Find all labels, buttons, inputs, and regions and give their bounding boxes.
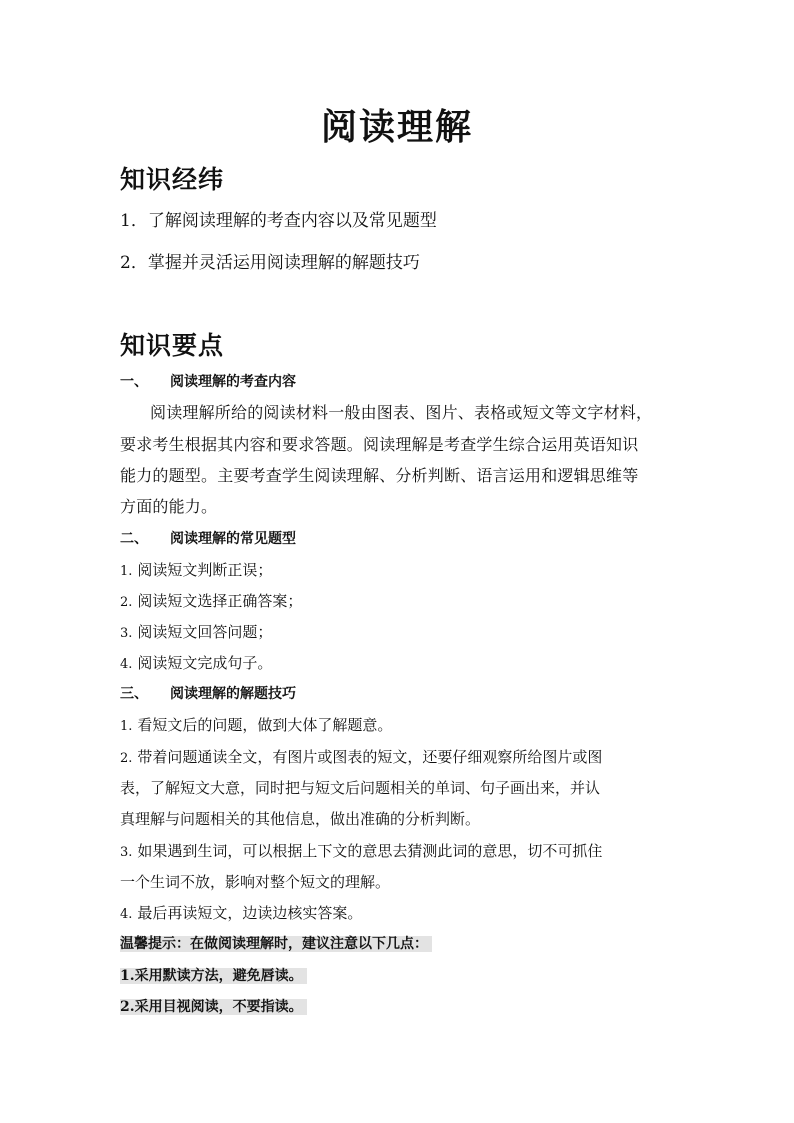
paragraph-line: 方面的能力。: [120, 497, 218, 516]
subheading-number: 三、: [120, 686, 148, 702]
section-heading-key-points: 知识要点: [120, 331, 225, 360]
list-item-text: 表，了解短文大意，同时把与短文后问题相关的单词、句子画出来，并认: [120, 779, 601, 797]
list-item-text: 阅读短文判断正误；: [137, 561, 273, 579]
list-item-number: 2.: [120, 751, 133, 766]
tip-text: 温馨提示：在做阅读理解时，建议注意以下几点：: [120, 936, 432, 952]
list-item-text: 最后再读短文，边读边核实答案。: [137, 904, 363, 922]
technique-line: [120, 840, 602, 864]
subheading-question-types: [120, 528, 296, 550]
subheading-techniques: [120, 683, 296, 705]
technique-line: [120, 714, 392, 738]
list-item-text: 带着问题通读全文，有图片或图表的短文，还要仔细观察所给图片或图: [137, 748, 603, 766]
paragraph-line: 能力的题型。主要考查学生阅读理解、分析判断、语言运用和逻辑思维等: [120, 466, 639, 485]
technique-line: [120, 871, 390, 893]
paragraph-line: 阅读理解所给的阅读材料一般由图表、图片、表格或短文等文字材料，: [150, 403, 653, 422]
objective-item: 1．了解阅读理解的考查内容以及常见题型: [120, 211, 437, 231]
objective-item: 2．掌握并灵活运用阅读理解的解题技巧: [120, 253, 420, 273]
tip-line: [120, 965, 307, 987]
list-item-text: 真理解与问题相关的其他信息，做出准确的分析判断。: [120, 810, 481, 828]
subheading-text: 阅读理解的常见题型: [170, 531, 296, 547]
technique-line: [120, 777, 600, 799]
list-item: [120, 559, 272, 583]
tip-text: 2.采用目视阅读，不要指读。: [120, 999, 307, 1015]
list-item: [120, 590, 302, 614]
list-item-text: 阅读短文选择正确答案；: [137, 592, 303, 610]
technique-line: [120, 902, 362, 926]
list-item-text: 一个生词不放，影响对整个短文的理解。: [120, 873, 391, 891]
subheading-exam-content: [120, 371, 296, 393]
subheading-number: 一、: [120, 374, 148, 390]
tip-line: [120, 933, 432, 955]
list-item: [120, 621, 272, 645]
subheading-text: 阅读理解的解题技巧: [170, 686, 296, 702]
subheading-text: 阅读理解的考查内容: [170, 374, 296, 390]
paragraph-line: 要求考生根据其内容和要求答题。阅读理解是考查学生综合运用英语知识: [120, 435, 639, 454]
list-item-number: 2.: [120, 595, 133, 610]
list-item-number: 3.: [120, 626, 133, 641]
list-item-number: 3.: [120, 845, 133, 860]
list-item-number: 1.: [120, 564, 133, 579]
section-heading-objectives: 知识经纬: [120, 165, 225, 194]
list-item: [120, 652, 272, 676]
list-item-text: 如果遇到生词，可以根据上下文的意思去猜测此词的意思，切不可抓住: [137, 842, 603, 860]
technique-line: [120, 746, 602, 770]
technique-line: [120, 808, 480, 830]
list-item-text: 阅读短文回答问题；: [137, 623, 273, 641]
list-item-text: 看短文后的问题，做到大体了解题意。: [137, 716, 393, 734]
tip-text: 1.采用默读方法，避免唇读。: [120, 968, 307, 984]
subheading-number: 二、: [120, 531, 148, 547]
document-title: 阅读理解: [320, 106, 473, 148]
list-item-number: 1.: [120, 719, 133, 734]
list-item-text: 阅读短文完成句子。: [137, 654, 273, 672]
list-item-number: 4.: [120, 907, 133, 922]
list-item-number: 4.: [120, 657, 133, 672]
tip-line: [120, 996, 307, 1018]
